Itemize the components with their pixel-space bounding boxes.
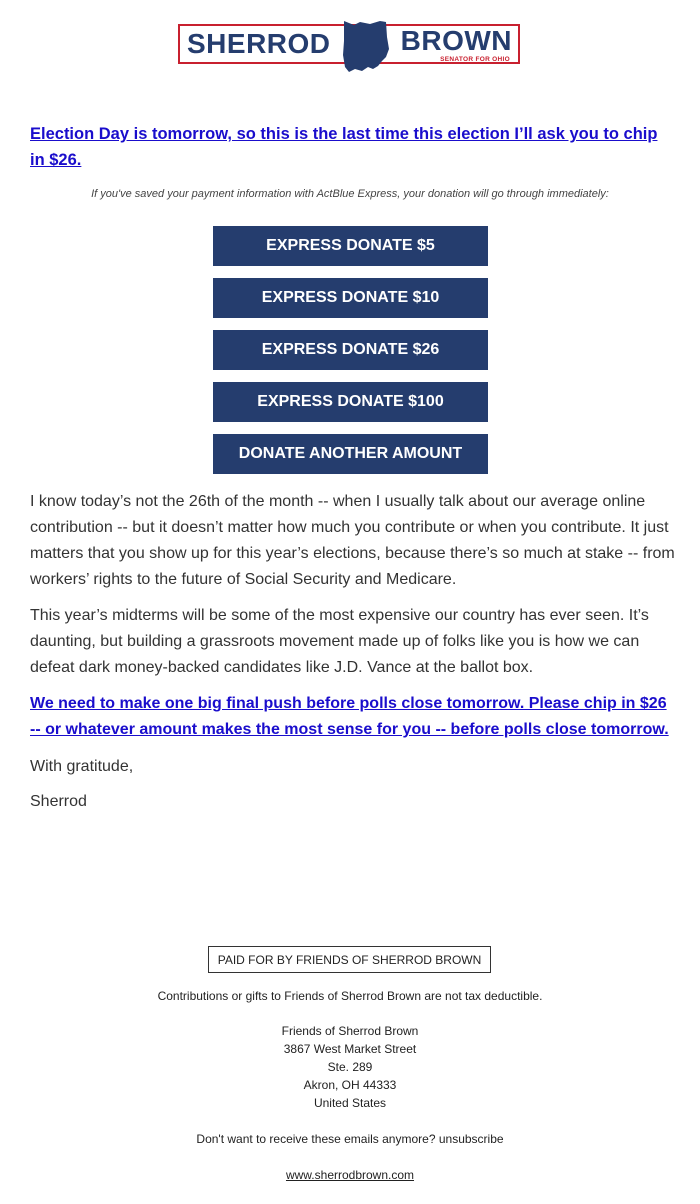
ohio-state-icon [340,19,392,75]
address-line-2: 3867 West Market Street [283,1042,417,1056]
tax-note: Contributions or gifts to Friends of Sherrod Brown are not tax deductible. [157,989,543,1003]
express-note: If you've saved your payment information with ActBlue Express, your donation will go through immediately: [91,188,609,200]
donate-another-amount-button[interactable]: DONATE ANOTHER AMOUNT [213,434,488,474]
address-line-3: Ste. 289 [327,1060,373,1074]
logo-left-text: SHERROD [187,28,331,59]
headline-link[interactable]: Election Day is tomorrow, so this is the last time this election I’ll ask you to chip in $26. [30,125,658,169]
sherrod-brown-logo[interactable] [178,24,520,64]
express-donate-10-button[interactable]: EXPRESS DONATE $10 [213,278,488,318]
express-donate-26-button[interactable]: EXPRESS DONATE $26 [213,330,488,370]
headline [30,121,670,173]
paid-for-disclaimer: PAID FOR BY FRIENDS OF SHERROD BROWN [208,946,491,973]
unsubscribe-line [0,1130,700,1148]
unsubscribe-prefix: Don't want to receive these emails anymore? [196,1132,436,1146]
address-line-5: United States [313,1096,387,1110]
website-link[interactable]: www.sherrodbrown.com [285,1168,415,1182]
logo-right-text: BROWN [400,25,512,56]
address-line-1: Friends of Sherrod Brown [281,1024,419,1038]
express-donate-100-button[interactable]: EXPRESS DONATE $100 [213,382,488,422]
closing: With gratitude, [30,758,134,775]
signature: Sherrod [30,793,87,810]
express-donate-5-button[interactable]: EXPRESS DONATE $5 [213,226,488,266]
unsubscribe-link[interactable]: unsubscribe [438,1132,504,1146]
body-paragraph-2: This year’s midterms will be some of the most expensive our country has ever seen. It’s daunting, but building a grassroots movement made up of folks like you is how we can defeat dark money-backed candidates like J.D. Vance at the ballot box. [30,607,649,676]
address-line-4: Akron, OH 44333 [303,1078,397,1092]
logo-subtitle: SENATOR FOR OHIO [440,56,510,63]
cta-paragraph [30,691,675,743]
cta-link[interactable]: We need to make one big final push before polls close tomorrow. Please chip in $26 -- or whatever amount makes the most sense for you -- before polls close tomorrow. [30,695,669,738]
body-paragraph-1: I know today’s not the 26th of the month -- when I usually talk about our average online contribution -- but it doesn’t matter how much you contribute or when you contribute. It just matters that you show up for this year’s elections, because there’s so much at stake -- from workers’ rights to the future of Social Security and Medicare. [30,493,675,588]
website-line [0,1166,700,1184]
